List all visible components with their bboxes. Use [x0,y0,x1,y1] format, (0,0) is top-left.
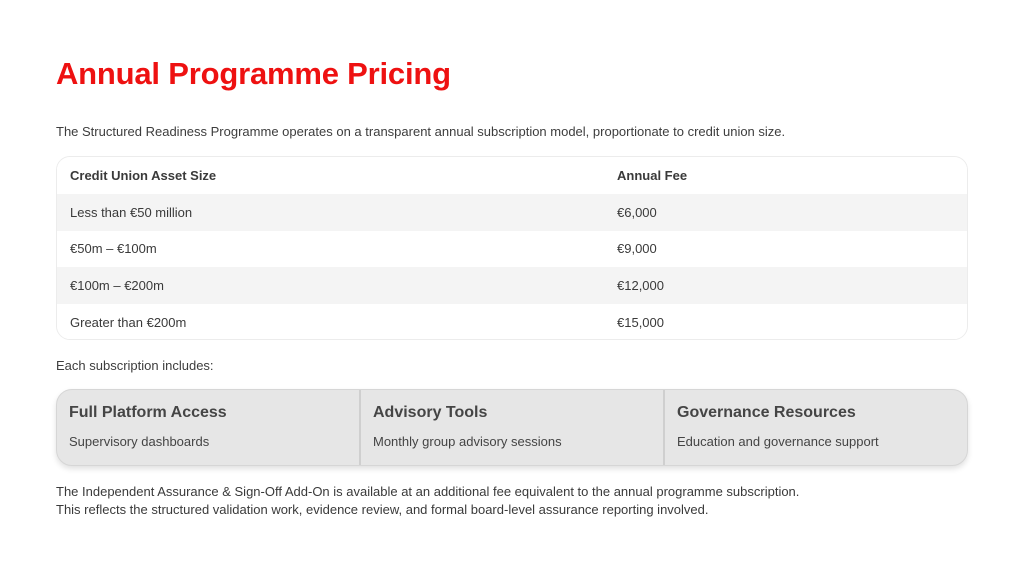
intro-text: The Structured Readiness Programme operates on a transparent annual subscription model, proportionate to credit union size. [56,124,786,139]
table-row [57,194,967,231]
column-header-asset-size: Credit Union Asset Size [70,168,217,183]
table-row [57,267,967,304]
pricing-table [56,156,968,340]
asset-size-cell: €100m – €200m [70,277,164,293]
feature-title: Full Platform Access [69,404,227,421]
asset-size-cell: Less than €50 million [70,204,193,220]
annual-fee-cell: €12,000 [617,277,664,293]
annual-fee-cell: €6,000 [617,204,657,220]
feature-card-advisory-tools [361,390,665,465]
feature-title: Governance Resources [677,404,856,421]
footer-line-2: This reflects the structured validation work, evidence review, and formal board-level assurance reporting involved. [56,502,709,517]
feature-description: Supervisory dashboards [69,434,210,449]
annual-fee-cell: €9,000 [617,241,657,257]
feature-card-platform-access [57,390,361,465]
column-header-annual-fee: Annual Fee [617,168,688,183]
includes-label: Each subscription includes: [56,358,214,373]
table-header-row [57,157,967,194]
feature-title: Advisory Tools [373,404,488,421]
feature-card-governance-resources [665,390,967,465]
feature-description: Monthly group advisory sessions [373,434,562,449]
table-row [57,304,967,340]
asset-size-cell: Greater than €200m [70,314,187,330]
asset-size-cell: €50m – €100m [70,241,157,257]
footer-note [56,483,799,519]
feature-description: Education and governance support [677,434,879,449]
page-title: Annual Programme Pricing [56,56,451,91]
footer-line-1: The Independent Assurance & Sign-Off Add-On is available at an additional fee equivalent to the annual programme subscription. [56,484,800,499]
features-panel [56,389,968,466]
table-row [57,231,967,268]
annual-fee-cell: €15,000 [617,314,664,330]
